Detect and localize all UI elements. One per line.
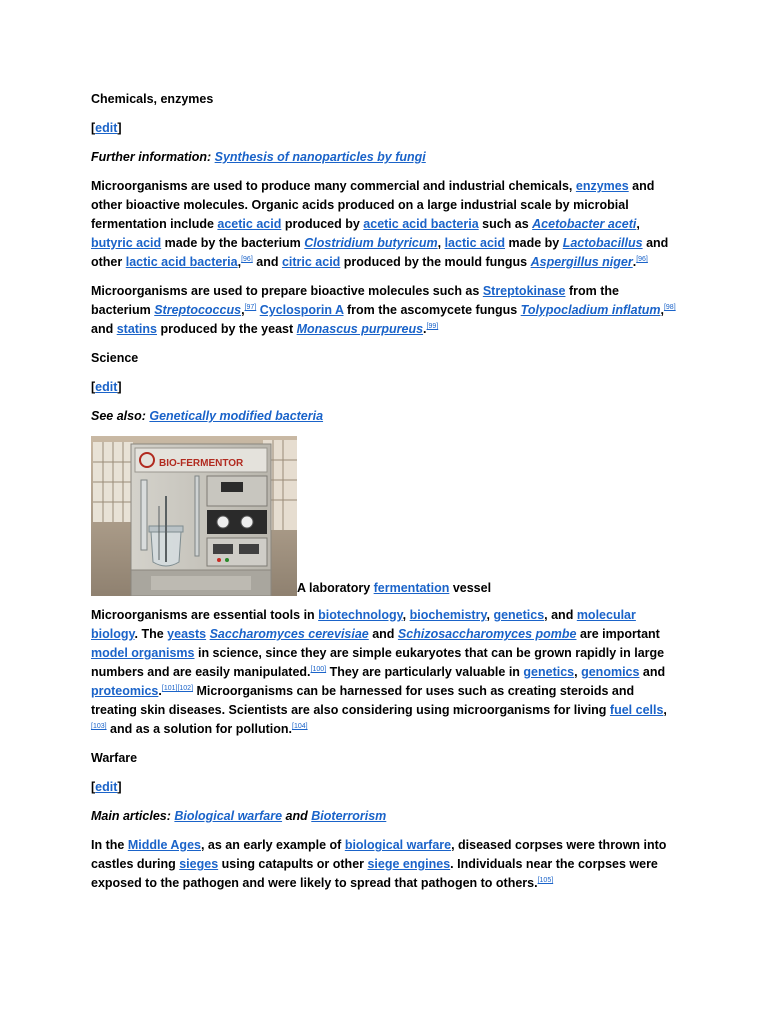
section-heading-science: Science (91, 351, 139, 365)
inline-link[interactable]: butyric acid (91, 236, 162, 250)
text-run: in science, since they are simple eukaryotes that can be grown rapidly in large numbers and are easily manipulated. (91, 646, 665, 679)
text-run: , as an early example of (200, 838, 345, 852)
section-heading-warfare: Warfare (91, 751, 138, 765)
inline-link[interactable]: statins (116, 322, 157, 336)
inline-link[interactable]: Aspergillus niger (530, 255, 633, 269)
text-run: and other (91, 236, 669, 269)
section-heading-chemicals: Chemicals, enzymes (91, 92, 214, 106)
inline-link[interactable]: proteomics (91, 684, 159, 698)
inline-link[interactable]: siege engines (367, 857, 451, 871)
inline-link[interactable]: Monascus purpureus (296, 322, 424, 336)
inline-link[interactable]: enzymes (575, 179, 629, 193)
inline-link[interactable]: model organisms (91, 646, 195, 660)
edit-link-container: [edit] (91, 780, 122, 794)
text-run: . Individuals near the corpses were exposed to the pathogen and were likely to spread that pathogen to others. (91, 857, 658, 890)
text-run: and (368, 627, 398, 641)
text-run: . The (134, 627, 168, 641)
citation-link[interactable]: [96] (241, 256, 253, 263)
edit-link-warfare[interactable]: edit (95, 780, 118, 794)
edit-link-container: [edit] (91, 121, 122, 135)
paragraph-warfare-1 (91, 836, 681, 893)
inline-link[interactable]: biological warfare (344, 838, 452, 852)
text-run: , (574, 665, 582, 679)
see-also (91, 407, 681, 426)
citation (241, 256, 253, 263)
citation (162, 685, 178, 692)
bio-fermentor-label: BIO-FERMENTOR (159, 458, 244, 469)
citation (292, 723, 308, 730)
inline-link[interactable]: genetics (523, 665, 575, 679)
inline-link[interactable]: genetics (493, 608, 545, 622)
inline-link[interactable]: Saccharomyces cerevisiae (209, 627, 369, 641)
edit-link-container: [edit] (91, 380, 122, 394)
see-also-link[interactable]: Genetically modified bacteria (149, 409, 324, 423)
citation-link[interactable]: [104] (292, 723, 308, 730)
text-run: produced by the mould fungus (340, 255, 531, 269)
text-run: and (252, 255, 282, 269)
citation-link[interactable]: [102] (177, 685, 194, 692)
text-run: and (91, 322, 117, 336)
inline-link[interactable]: Acetobacter aceti (532, 217, 637, 231)
text-run: , (660, 303, 664, 317)
inline-link[interactable]: biochemistry (409, 608, 487, 622)
further-information-label: Further information: (91, 150, 212, 164)
text-run: , and (544, 608, 577, 622)
inline-link[interactable]: Lactobacillus (562, 236, 643, 250)
text-run: and as a solution for pollution. (106, 722, 292, 736)
main-articles (91, 807, 681, 826)
text-run: , (241, 303, 245, 317)
inline-link[interactable]: yeasts (167, 627, 207, 641)
article-body (91, 90, 681, 903)
inline-link[interactable]: Clostridium butyricum (304, 236, 438, 250)
citation (636, 256, 648, 263)
text-run: , (636, 217, 640, 231)
main-articles-and: and (285, 809, 308, 823)
text-run: , (237, 255, 242, 269)
inline-link[interactable]: Cyclosporin A (259, 303, 344, 317)
citation-link[interactable]: [99] (426, 323, 439, 330)
citation (177, 685, 193, 692)
citation-link[interactable]: [97] (244, 304, 257, 311)
paragraph-chemicals-2 (91, 282, 681, 339)
main-article-link-biological-warfare[interactable]: Biological warfare (174, 809, 283, 823)
inline-link[interactable]: citric acid (281, 255, 341, 269)
inline-link[interactable]: Schizosaccharomyces pombe (397, 627, 577, 641)
text-run: are important (576, 627, 660, 641)
citation (538, 877, 554, 884)
inline-link[interactable]: Middle Ages (127, 838, 201, 852)
inline-link[interactable]: Streptokinase (482, 284, 566, 298)
inline-link[interactable]: genomics (581, 665, 640, 679)
text-run: and (639, 665, 666, 679)
citation (245, 304, 257, 311)
inline-link[interactable]: sieges (179, 857, 219, 871)
text-run: Microorganisms can be harnessed for uses such as creating steroids and treating skin diseases. Scientists are also considering using microorganisms for living (91, 684, 635, 717)
text-run: Microorganisms are used to prepare bioactive molecules such as (91, 284, 483, 298)
main-article-link-bioterrorism[interactable]: Bioterrorism (311, 809, 387, 823)
text-run: and other bioactive molecules. Organic acids produced on a large industrial scale by microbial fermentation include (91, 179, 655, 231)
text-run: using catapults or other (218, 857, 368, 871)
citation (427, 323, 439, 330)
text-run: made by (505, 236, 563, 250)
text-run: from the bacterium (91, 284, 619, 317)
text-run: , (402, 608, 410, 622)
text-run: produced by the yeast (157, 322, 297, 336)
citation (311, 666, 327, 673)
inline-link[interactable]: acetic acid (217, 217, 282, 231)
bio-fermentor-photo[interactable] (91, 436, 297, 596)
inline-link[interactable]: biotechnology (318, 608, 403, 622)
inline-link[interactable]: Streptococcus (154, 303, 242, 317)
citation-link[interactable]: [100] (310, 666, 327, 673)
text-run: Microorganisms are used to produce many commercial and industrial chemicals, (91, 179, 576, 193)
text-run: , (663, 703, 667, 717)
see-also-label: See also: (91, 409, 146, 423)
inline-link[interactable]: molecular biology (91, 608, 636, 641)
text-run: , (486, 608, 494, 622)
text-run: They are particularly valuable in (326, 665, 524, 679)
inline-link[interactable]: lactic acid (444, 236, 506, 250)
inline-link[interactable]: lactic acid bacteria (125, 255, 238, 269)
paragraph-science-1 (91, 606, 681, 739)
paragraph-chemicals-1 (91, 177, 681, 272)
citation-link[interactable]: [96] (636, 256, 648, 263)
figure-caption: A laboratory fermentation vessel (297, 581, 492, 595)
text-run: from the ascomycete fungus (343, 303, 521, 317)
further-information-link[interactable]: Synthesis of nanoparticles by fungi (214, 150, 426, 164)
edit-link-science[interactable]: edit (95, 380, 118, 394)
citation-link[interactable]: [105] (537, 877, 554, 884)
text-run: . (423, 322, 427, 336)
citation-link[interactable]: [101] (161, 685, 178, 692)
citation-link[interactable]: [103] (91, 723, 107, 730)
text-run: made by the bacterium (161, 236, 305, 250)
text-run: , (437, 236, 445, 250)
figure-fermentor (91, 436, 681, 596)
citation-link[interactable]: [98] (663, 304, 676, 311)
text-run: . (632, 255, 637, 269)
further-information (91, 148, 681, 167)
text-run: . (158, 684, 162, 698)
citation (91, 723, 107, 730)
fermentation-link[interactable]: fermentation (373, 581, 450, 595)
text-run: produced by (281, 217, 364, 231)
text-run: , diseased corpses were thrown into castles during (91, 838, 667, 871)
inline-link[interactable]: fuel cells (609, 703, 664, 717)
inline-link[interactable]: Tolypocladium inflatum (520, 303, 661, 317)
text-run: In the (91, 838, 128, 852)
text-run: such as (478, 217, 533, 231)
inline-link[interactable]: acetic acid bacteria (363, 217, 479, 231)
main-articles-label: Main articles: (91, 809, 171, 823)
citation (664, 304, 676, 311)
text-run: Microorganisms are essential tools in (91, 608, 319, 622)
edit-link-chemicals[interactable]: edit (95, 121, 118, 135)
